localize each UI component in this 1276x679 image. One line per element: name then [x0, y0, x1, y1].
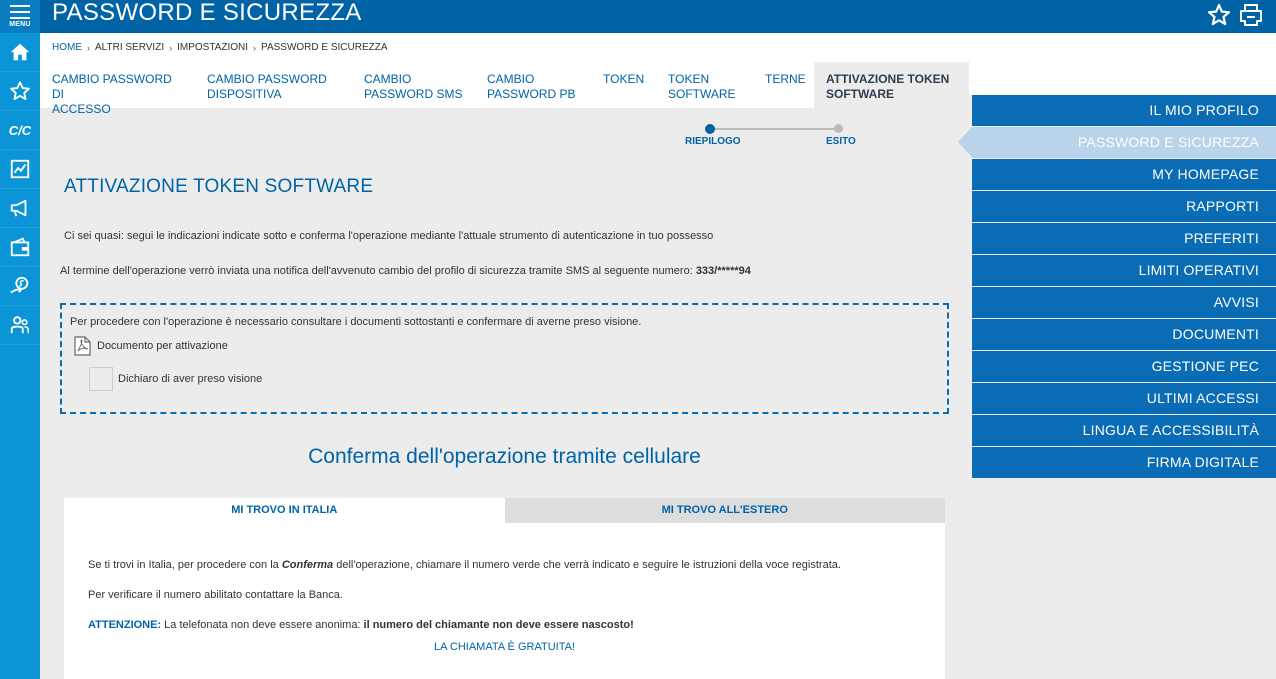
tab-mi-trovo-in-italia[interactable]: MI TROVO IN ITALIA [64, 498, 505, 523]
menu-item-limiti-operativi[interactable]: LIMITI OPERATIVI [972, 255, 1276, 286]
acknowledge-label: Dichiaro di aver preso visione [118, 373, 263, 385]
stepper-label-riepilogo: RIEPILOGO [685, 136, 741, 147]
page-header-title: PASSWORD E SICUREZZA [52, 0, 362, 26]
tab-token-software[interactable]: TOKEN SOFTWARE [656, 62, 753, 108]
notice-text: Al termine dell'operazione verrò inviata una notifica dell'avvenuto cambio del profilo di sicurezza tramite SMS al seguente numero: 333/*****94 [60, 265, 751, 277]
breadcrumb-current: PASSWORD E SICUREZZA [261, 42, 388, 53]
menu-item-gestione-pec[interactable]: GESTIONE PEC [972, 351, 1276, 382]
section-tabs [40, 62, 969, 116]
warning-label: ATTENZIONE: [88, 619, 162, 631]
rail-people[interactable] [0, 306, 40, 345]
tab-token[interactable]: TOKEN [591, 62, 656, 108]
home-icon [9, 41, 31, 63]
rail-cc[interactable] [0, 111, 40, 150]
tab-cambio-password-pb[interactable]: CAMBIO PASSWORD PB [475, 62, 591, 108]
confirm-title: Conferma dell'operazione tramite cellulare [308, 445, 701, 468]
tab-cambio-password-accesso[interactable]: CAMBIO PASSWORD DI ACCESSO [40, 62, 195, 108]
menu-item-ultimi-accessi[interactable]: ULTIMI ACCESSI [972, 383, 1276, 414]
rail-favorites[interactable] [0, 72, 40, 111]
document-link-label: Documento per attivazione [97, 340, 228, 352]
cc-label: C/C [8, 122, 32, 138]
tab-cambio-password-dispositiva[interactable]: CAMBIO PASSWORD DISPOSITIVA [195, 62, 352, 108]
menu-item-password-sicurezza[interactable]: PASSWORD E SICUREZZA [972, 127, 1276, 158]
breadcrumb [52, 42, 388, 53]
document-link[interactable] [74, 336, 228, 356]
location-tabs [64, 498, 945, 523]
menu-label: MENU [9, 21, 31, 28]
menu-button[interactable] [0, 0, 40, 33]
tab-terne[interactable]: TERNE [753, 62, 814, 108]
menu-item-my-homepage[interactable]: MY HOMEPAGE [972, 159, 1276, 190]
megaphone-icon [9, 197, 31, 219]
rail-payments[interactable] [0, 267, 40, 306]
acknowledge-checkbox[interactable] [89, 367, 113, 391]
chevron-right-icon: › [253, 42, 257, 53]
stepper-label-esito: ESITO [826, 136, 856, 147]
breadcrumb-home[interactable]: HOME [52, 42, 82, 53]
page-header [40, 0, 1276, 33]
stepper-dot-inactive [834, 124, 843, 133]
rail-home[interactable] [0, 33, 40, 72]
italy-instructions: Se ti trovi in Italia, per procedere con la Conferma dell'operazione, chiamare il numero verde che verrà indicato e seguire le istruzioni della voce registrata. [88, 559, 841, 571]
menu-item-rapporti[interactable]: RAPPORTI [972, 191, 1276, 222]
document-note: Per procedere con l'operazione è necessario consultare i documenti sottostanti e confermare di averne preso visione. [70, 316, 642, 328]
stepper-dot-active [705, 124, 715, 134]
wallet-icon [9, 236, 31, 258]
phone-number: 333/*****94 [695, 265, 751, 277]
free-call-text: LA CHIAMATA È GRATUITA! [434, 641, 575, 653]
tab-mi-trovo-all-estero[interactable]: MI TROVO ALL'ESTERO [505, 498, 946, 523]
menu-item-firma-digitale[interactable]: FIRMA DIGITALE [972, 447, 1276, 478]
star-icon [9, 80, 31, 102]
stepper-line [711, 128, 838, 130]
star-outline-icon[interactable] [1206, 2, 1232, 28]
document-box [60, 303, 949, 414]
chart-icon [9, 158, 31, 180]
menu-item-preferiti[interactable]: PREFERITI [972, 223, 1276, 254]
print-icon[interactable] [1238, 2, 1264, 28]
menu-item-lingua-accessibilita[interactable]: LINGUA E ACCESSIBILITÀ [972, 415, 1276, 446]
tab-attivazione-token-software[interactable]: ATTIVAZIONE TOKEN SOFTWARE [814, 62, 969, 108]
warning-text: ATTENZIONE: La telefonata non deve essere anonima: il numero del chiamante non deve essere nascosto! [88, 619, 634, 631]
rail-charts[interactable] [0, 150, 40, 189]
verify-number-text: Per verificare il numero abilitato contattare la Banca. [88, 589, 343, 601]
rail-announcements[interactable] [0, 189, 40, 228]
menu-item-documenti[interactable]: DOCUMENTI [972, 319, 1276, 350]
progress-stepper [685, 124, 860, 150]
money-hand-icon [9, 275, 31, 297]
breadcrumb-impostazioni[interactable]: IMPOSTAZIONI [177, 42, 249, 53]
page-title: ATTIVAZIONE TOKEN SOFTWARE [64, 176, 374, 197]
tab-cambio-password-sms[interactable]: CAMBIO PASSWORD SMS [352, 62, 475, 108]
menu-item-il-mio-profilo[interactable]: IL MIO PROFILO [972, 95, 1276, 126]
acknowledge-row [89, 367, 262, 391]
italy-panel [64, 523, 945, 679]
intro-text: Ci sei quasi: segui le indicazioni indicate sotto e conferma l'operazione mediante l'attuale strumento di autenticazione in tuo possesso [64, 230, 714, 242]
hamburger-icon [10, 5, 30, 19]
menu-item-avvisi[interactable]: AVVISI [972, 287, 1276, 318]
left-rail [0, 0, 40, 679]
rail-wallet[interactable] [0, 228, 40, 267]
chevron-right-icon: › [87, 42, 90, 53]
chevron-right-icon: › [169, 42, 173, 53]
profile-menu [972, 95, 1276, 479]
pdf-icon [74, 336, 91, 356]
breadcrumb-altri-servizi[interactable]: ALTRI SERVIZI [95, 42, 165, 53]
people-icon [9, 314, 31, 336]
